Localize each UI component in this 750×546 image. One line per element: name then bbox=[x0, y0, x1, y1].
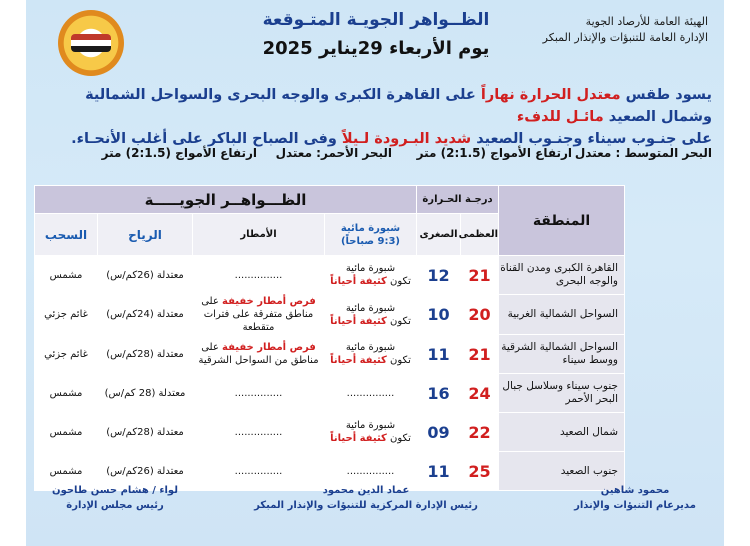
forecast-page bbox=[26, 0, 724, 546]
clouds-cell: مشمس bbox=[35, 452, 98, 491]
clouds-cell: مشمس bbox=[35, 413, 98, 452]
wind-cell: معتدلة (26كم/س) bbox=[98, 452, 193, 491]
header-rain: الأمطار bbox=[193, 214, 325, 256]
table-row bbox=[35, 335, 625, 374]
region-cell: القاهرة الكبرى ومدن القناة والوجه البحرى bbox=[499, 256, 625, 295]
wind-cell: معتدلة (26كم/س) bbox=[98, 256, 193, 295]
clouds-cell: غائم جزئي bbox=[35, 335, 98, 374]
wind-cell: معتدلة (28 كم/س) bbox=[98, 374, 193, 413]
header-clouds: السحب bbox=[35, 214, 98, 256]
header-wind: الرياح bbox=[98, 214, 193, 256]
rain-cell: ............... bbox=[193, 256, 325, 295]
rain-cell: ............... bbox=[193, 413, 325, 452]
max-temp-cell: 21 bbox=[461, 335, 499, 374]
fog-cell: شبورة مائية تكون كثيفة أحياناً bbox=[325, 335, 417, 374]
table-row bbox=[35, 295, 625, 335]
fog-cell: ............... bbox=[325, 452, 417, 491]
min-temp-cell: 16 bbox=[417, 374, 461, 413]
min-temp-cell: 11 bbox=[417, 452, 461, 491]
org-line-2: الإدارة العامة للتنبؤات والإنذار المبكر bbox=[542, 31, 708, 44]
weather-rows bbox=[35, 256, 625, 491]
organization-name bbox=[508, 14, 708, 46]
fog-cell: شبورة مائية تكون كثيفة أحياناً bbox=[325, 413, 417, 452]
summary-line-1: يسود طقس معتدل الحرارة نهاراً على القاهرة الكبرى والوجه البحرى والسواحل الشمالية وشمال الصعيد مائـل للدفء bbox=[85, 87, 712, 125]
min-temp-cell: 12 bbox=[417, 256, 461, 295]
header-temperature: درجـة الحـرارة bbox=[417, 186, 499, 214]
rain-cell: فرص أمطار خفيفة على مناطق من السواحل الشرقية bbox=[193, 335, 325, 374]
footer-signature-right: محمود شاهين مديرعام التنبؤات والإنذار bbox=[574, 485, 696, 511]
org-line-1: الهيئة العامة للأرصاد الجوية bbox=[585, 15, 708, 28]
region-cell: السواحل الشمالية الشرقية ووسط سيناء bbox=[499, 335, 625, 374]
fog-cell: شبورة مائية تكون كثيفة أحياناً bbox=[325, 295, 417, 335]
region-cell: شمال الصعيد bbox=[499, 413, 625, 452]
rain-cell: ............... bbox=[193, 452, 325, 491]
region-cell: جنوب سيناء وسلاسل جبال البحر الأحمر bbox=[499, 374, 625, 413]
header-weather-phenomena: الظـــواهــر الجويـــــة bbox=[35, 186, 417, 214]
fog-cell: ............... bbox=[325, 374, 417, 413]
clouds-cell: غائم جزئي bbox=[35, 295, 98, 335]
footer-signature-middle: عماد الدين محمود رئيس الإدارة المركزية للتنبؤات والإنذار المبكر bbox=[254, 485, 478, 511]
sea-conditions bbox=[36, 146, 712, 164]
forecast-date: يوم الأربعاء 29يناير 2025 bbox=[262, 38, 490, 59]
table-row bbox=[35, 374, 625, 413]
red-sea-waves: ارتفاع الأمواج (2:1.5) متر bbox=[101, 146, 257, 160]
table-row bbox=[35, 413, 625, 452]
header-max: العظمى bbox=[461, 214, 499, 256]
header-region: المنطقة bbox=[499, 186, 625, 256]
wind-cell: معتدلة (28كم/س) bbox=[98, 413, 193, 452]
clouds-cell: مشمس bbox=[35, 374, 98, 413]
mediterranean-state: البحر المتوسط : معتدل bbox=[574, 146, 712, 160]
clouds-cell: مشمس bbox=[35, 256, 98, 295]
region-cell: جنوب الصعيد bbox=[499, 452, 625, 491]
red-sea-state: البحر الأحمر: معتدل bbox=[275, 146, 392, 160]
rain-cell: ............... bbox=[193, 374, 325, 413]
min-temp-cell: 09 bbox=[417, 413, 461, 452]
rain-cell: فرص أمطار خفيفة على مناطق متفرقة على فترات متقطعة bbox=[193, 295, 325, 335]
min-temp-cell: 11 bbox=[417, 335, 461, 374]
header-fog: شبورة مائية (9:3 صباحاً) bbox=[325, 214, 417, 256]
wind-cell: معتدلة (24كم/س) bbox=[98, 295, 193, 335]
max-temp-cell: 21 bbox=[461, 256, 499, 295]
summary-line-2: على جنـوب سيناء وجنـوب الصعيد شديد البـرودة لـيلاً وفى الصباح الباكر على أغلب الأنحـاء. bbox=[71, 131, 712, 147]
min-temp-cell: 10 bbox=[417, 295, 461, 335]
region-cell: السواحل الشمالية الغربية bbox=[499, 295, 625, 335]
fog-cell: شبورة مائية تكون كثيفة أحياناً bbox=[325, 256, 417, 295]
max-temp-cell: 22 bbox=[461, 413, 499, 452]
meteorological-authority-logo-icon bbox=[58, 10, 124, 76]
forecast-summary bbox=[36, 84, 712, 150]
max-temp-cell: 20 bbox=[461, 295, 499, 335]
mediterranean-waves: ارتفاع الأمواج (2:1.5) متر bbox=[416, 146, 572, 160]
header-min: الصغرى bbox=[417, 214, 461, 256]
footer-signature-left: لواء / هشام حسن طاحون رئيس مجلس الإدارة bbox=[52, 485, 178, 511]
max-temp-cell: 24 bbox=[461, 374, 499, 413]
page-title: الظــواهر الجويـة المتـوقعة bbox=[262, 10, 490, 30]
flag-icon bbox=[71, 34, 111, 52]
table-row bbox=[35, 256, 625, 295]
wind-cell: معتدلة (28كم/س) bbox=[98, 335, 193, 374]
max-temp-cell: 25 bbox=[461, 452, 499, 491]
weather-table bbox=[34, 185, 625, 491]
